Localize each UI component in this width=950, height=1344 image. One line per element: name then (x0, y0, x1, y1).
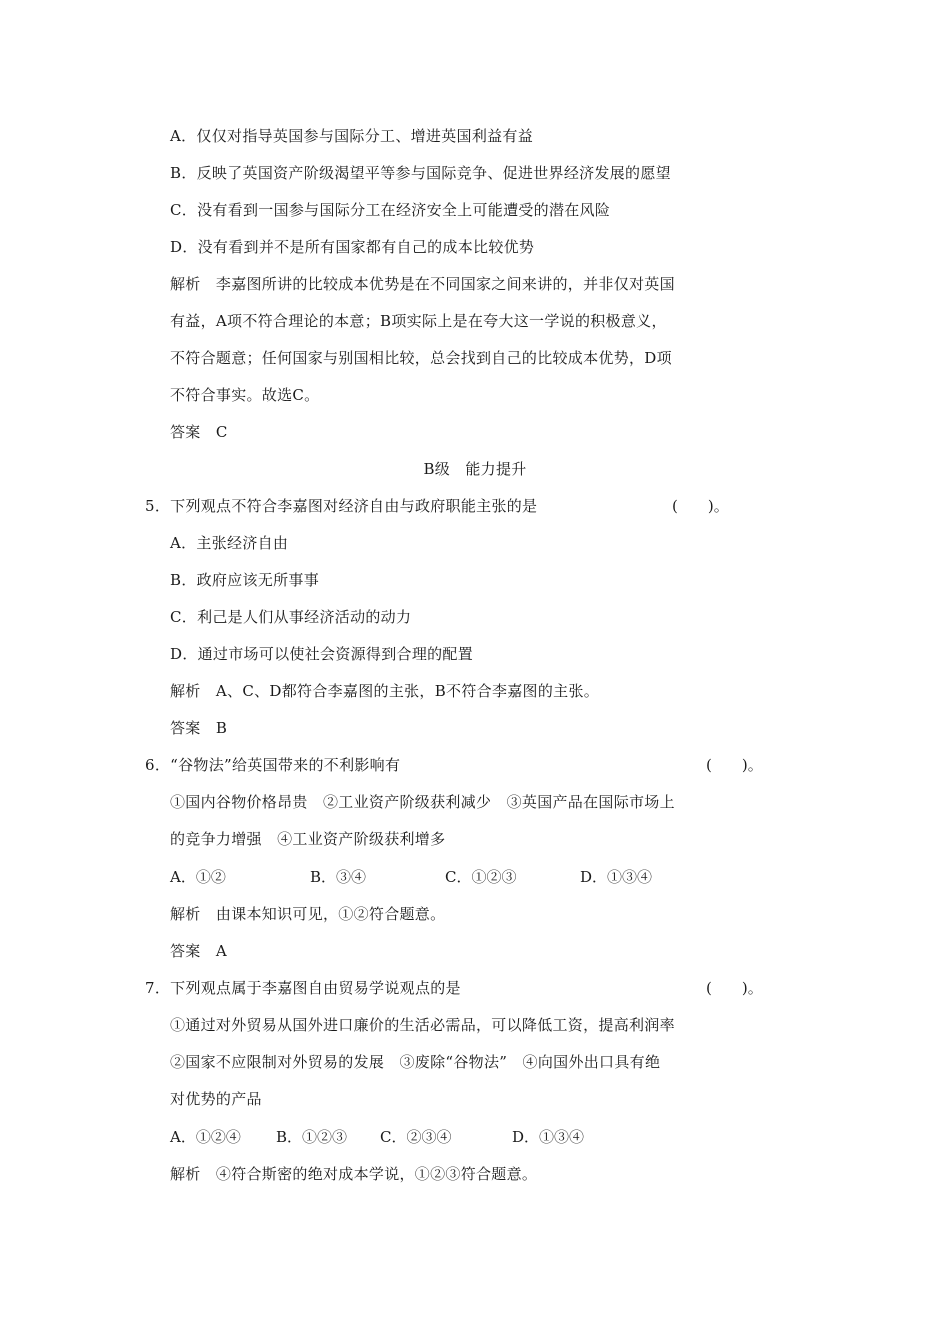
q6-stem: 6．“谷物法”给英国带来的不利影响有 (145, 756, 401, 774)
q7-items-line-1: ①通过对外贸易从国外进口廉价的生活必需品，可以降低工资，提高利润率 (170, 1016, 675, 1034)
q6-analysis: 解析 由课本知识可见，①②符合题意。 (170, 905, 446, 923)
q5-option-a: A．主张经济自由 (170, 534, 289, 552)
q7-choice-d: D．①③④ (512, 1128, 585, 1146)
q6-items-line-2: 的竞争力增强 ④工业资产阶级获利增多 (170, 830, 446, 848)
q6-choice-d: D．①③④ (580, 868, 653, 886)
q4-option-d: D．没有看到并不是所有国家都有自己的成本比较优势 (170, 238, 535, 256)
q6-items-line-1: ①国内谷物价格昂贵 ②工业资产阶级获利减少 ③英国产品在国际市场上 (170, 793, 675, 811)
q4-answer: 答案 C (170, 423, 228, 441)
q7-items-line-3: 对优势的产品 (170, 1090, 262, 1108)
q5-answer-blank: ( )。 (672, 497, 729, 515)
q5-analysis: 解析 A、C、D都符合李嘉图的主张，B不符合李嘉图的主张。 (170, 682, 600, 700)
q5-stem: 5．下列观点不符合李嘉图对经济自由与政府职能主张的是 (145, 497, 538, 515)
q7-choice-a: A．①②④ (170, 1128, 241, 1146)
q7-choice-b: B．①②③ (276, 1128, 348, 1146)
q6-choice-a: A．①② (170, 868, 226, 886)
q4-analysis-line-3: 不符合题意；任何国家与别国相比较，总会找到自己的比较成本优势，D项 (170, 349, 672, 367)
q6-choice-b: B．③④ (310, 868, 367, 886)
q5-option-c: C．利己是人们从事经济活动的动力 (170, 608, 412, 626)
q4-analysis-line-1: 解析 李嘉图所讲的比较成本优势是在不同国家之间来讲的，并非仅对英国 (170, 275, 675, 293)
q4-option-b: B．反映了英国资产阶级渴望平等参与国际竞争、促进世界经济发展的愿望 (170, 164, 671, 182)
q5-option-b: B．政府应该无所事事 (170, 571, 320, 589)
q7-stem: 7．下列观点属于李嘉图自由贸易学说观点的是 (145, 979, 461, 997)
q7-items-line-2: ②国家不应限制对外贸易的发展 ③废除“谷物法” ④向国外出口具有绝 (170, 1053, 661, 1071)
q6-answer-blank: ( )。 (706, 756, 763, 774)
q5-option-d: D．通过市场可以使社会资源得到合理的配置 (170, 645, 474, 663)
q4-analysis-line-4: 不符合事实。故选C。 (170, 386, 320, 404)
q5-answer: 答案 B (170, 719, 228, 737)
q6-choice-c: C．①②③ (445, 868, 517, 886)
q7-choice-c: C．②③④ (380, 1128, 452, 1146)
q4-option-a: A．仅仅对指导英国参与国际分工、增进英国利益有益 (170, 127, 534, 145)
q6-answer: 答案 A (170, 942, 228, 960)
q4-option-c: C．没有看到一国参与国际分工在经济安全上可能遭受的潜在风险 (170, 201, 611, 219)
q4-analysis-line-2: 有益，A项不符合理论的本意；B项实际上是在夸大这一学说的积极意义， (170, 312, 667, 330)
section-title: B级 能力提升 (423, 460, 527, 478)
q7-analysis: 解析 ④符合斯密的绝对成本学说，①②③符合题意。 (170, 1165, 538, 1183)
q7-answer-blank: ( )。 (706, 979, 763, 997)
